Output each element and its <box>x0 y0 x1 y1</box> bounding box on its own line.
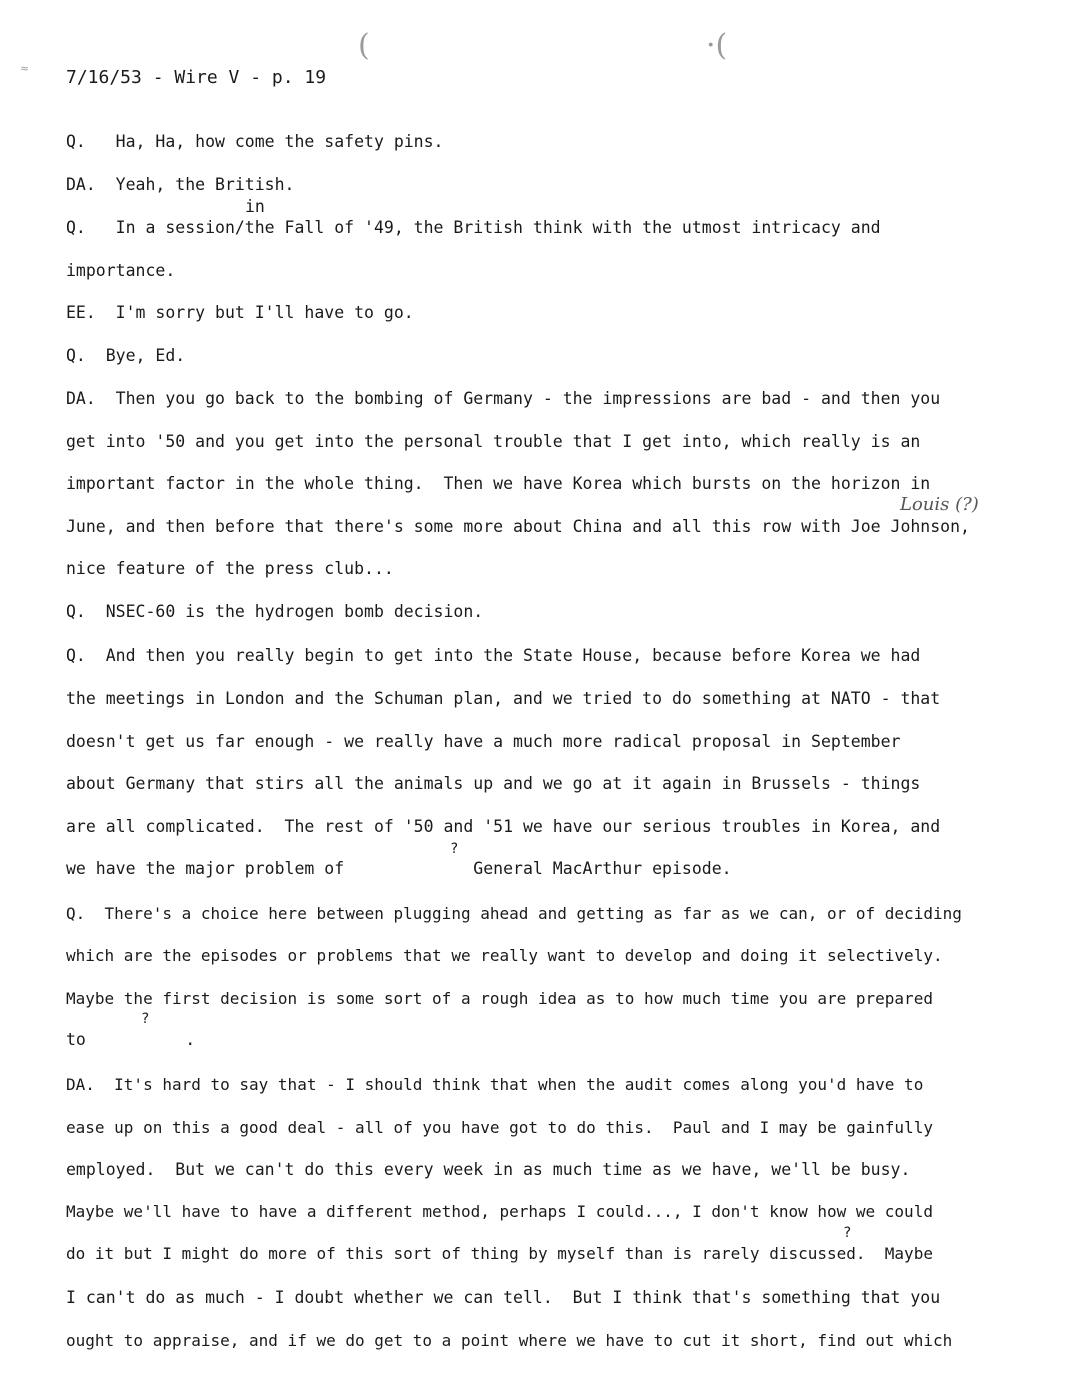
text-line-1: Q. Ha, Ha, how come the safety pins. <box>66 132 444 151</box>
text-line-2: DA. Yeah, the British. <box>66 175 295 194</box>
handwritten-note: Louis (?) <box>900 494 979 515</box>
text-line-26: Maybe we'll have to have a different method, perhaps I could..., I don't know how we could <box>66 1202 933 1221</box>
page-header: 7/16/53 - Wire V - p. 19 <box>66 67 327 88</box>
text-line-12: Q. NSEC-60 is the hydrogen bomb decision. <box>66 602 484 621</box>
text-line-24: ease up on this a good deal - all of you have got to do this. Paul and I may be gainfully <box>66 1118 933 1137</box>
text-line-13: Q. And then you really begin to get into the State House, because before Korea we had <box>66 646 921 665</box>
text-line-14: the meetings in London and the Schuman plan, and we tried to do something at NATO - that <box>66 689 941 708</box>
corner-mark-left: ( <box>358 28 370 63</box>
text-line-5: EE. I'm sorry but I'll have to go. <box>66 303 414 322</box>
text-line-18: we have the major problem of General MacArthur episode. <box>66 859 732 878</box>
query-mark-1: ? <box>450 841 459 857</box>
text-line-10: June, and then before that there's some more about China and all this row with Joe Johnson, <box>66 517 970 536</box>
text-line-8: get into '50 and you get into the personal trouble that I get into, which really is an <box>66 432 921 451</box>
insertion-in: in <box>245 197 265 216</box>
text-line-27: do it but I might do more of this sort of thing by myself than is rarely discussed. Maybe <box>66 1244 933 1263</box>
margin-scribble: ≈ <box>20 62 30 75</box>
text-line-28: I can't do as much - I doubt whether we can tell. But I think that's something that you <box>66 1288 941 1307</box>
text-line-7: DA. Then you go back to the bombing of Germany - the impressions are bad - and then you <box>66 389 941 408</box>
text-line-21: Maybe the first decision is some sort of a rough idea as to how much time you are prepared <box>66 989 933 1008</box>
corner-mark-right: ·( <box>706 28 728 63</box>
text-line-11: nice feature of the press club... <box>66 559 394 578</box>
text-line-20: which are the episodes or problems that we really want to develop and doing it selectively. <box>66 946 943 965</box>
text-line-16: about Germany that stirs all the animals up and we go at it again in Brussels - things <box>66 774 921 793</box>
text-line-17: are all complicated. The rest of '50 and '51 we have our serious troubles in Korea, and <box>66 817 941 836</box>
text-line-22: to . <box>66 1030 196 1049</box>
query-mark-3: ? <box>843 1225 852 1241</box>
query-mark-2: ? <box>141 1011 150 1027</box>
text-line-23: DA. It's hard to say that - I should think that when the audit comes along you'd have to <box>66 1075 924 1094</box>
text-line-15: doesn't get us far enough - we really have a much more radical proposal in September <box>66 732 901 751</box>
text-line-29: ought to appraise, and if we do get to a point where we have to cut it short, find out which <box>66 1331 953 1350</box>
text-line-4: importance. <box>66 261 176 280</box>
text-line-6: Q. Bye, Ed. <box>66 346 186 365</box>
text-line-25: employed. But we can't do this every week in as much time as we have, we'll be busy. <box>66 1160 911 1179</box>
text-line-19: Q. There's a choice here between plugging ahead and getting as far as we can, or of deciding <box>66 904 962 923</box>
text-line-3: Q. In a session/the Fall of '49, the British think with the utmost intricacy and <box>66 218 881 237</box>
text-line-9: important factor in the whole thing. Then we have Korea which bursts on the horizon in <box>66 474 931 493</box>
